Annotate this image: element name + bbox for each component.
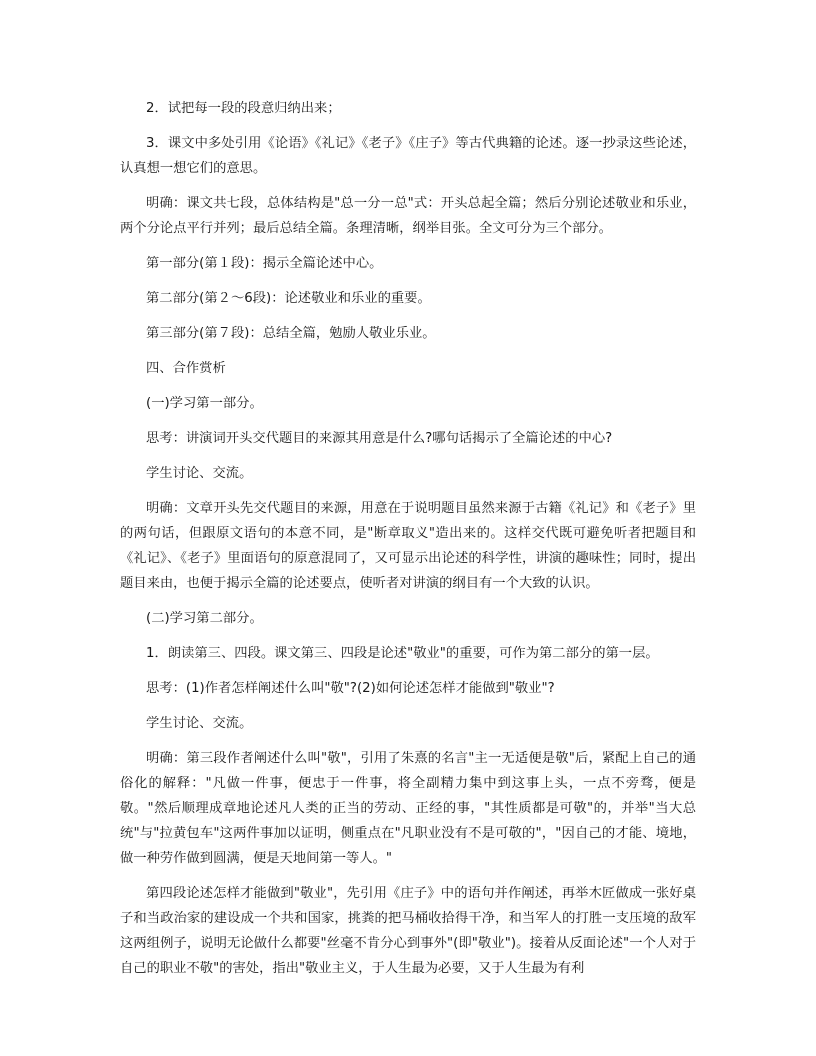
paragraph-answer-respect: 明确：第三段作者阐述什么叫"敬"，引用了朱熹的名言"主一无适便是敬"后，紧配上自己的通俗化的解释："凡做一件事，便忠于一件事，将全副精力集中到这事上头，一点不旁骛，便是敬。"然后顺理成章地论述凡人类的正当的劳动、正经的事，"其性质都是可敬"的，并举"当大总统"与"拉黄包车"这两件事加以证明，侧重点在"凡职业没有不是可敬的"，"因自己的才能、境地，做一种劳作做到圆满，便是天地间第一等人。" [120, 751, 696, 866]
paragraph-discussion-2: 学生讨论、交流。 [146, 716, 253, 731]
paragraph-task-2: 2．试把每一段的段意归纳出来； [146, 101, 341, 116]
paragraph-fourth-section: 第四段论述怎样才能做到"敬业"，先引用《庄子》中的语句并作阐述，再举木匠做成一张好桌子和当政治家的建设成一个共和国家，挑粪的把马桶收拾得干净，和当军人的打胜一支压境的敌军这两组例子，说明无论做什么都要"丝毫不肯分心到事外"(即"敬业")。接着从反面论述"一个人对于自己的职业不敬"的害处，指出"敬业主义，于人生最为必要，又于人生最为有利 [120, 886, 696, 976]
paragraph-part-3: 第三部分(第７段)：总结全篇，勉励人敬业乐业。 [146, 326, 436, 341]
paragraph-question-respect: 思考：(1)作者怎样阐述什么叫"敬"?(2)如何论述怎样才能做到"敬业"? [146, 681, 555, 696]
paragraph-structure-answer: 明确：课文共七段，总体结构是"总一分一总"式：开头总起全篇；然后分别论述敬业和乐业，两个分论点平行并列；最后总结全篇。条理清晰，纲举目张。全文可分为三个部分。 [120, 196, 696, 236]
paragraph-part-2: 第二部分(第２～6段)：论述敬业和乐业的重要。 [146, 291, 431, 306]
section-heading-cooperative-analysis: 四、合作赏析 [146, 361, 226, 376]
paragraph-part-1: 第一部分(第１段)：揭示全篇论述中心。 [146, 256, 383, 271]
subheading-study-part-2: (二)学习第二部分。 [146, 611, 263, 626]
paragraph-task-3: 3．课文中多处引用《论语》《礼记》《老子》《庄子》等古代典籍的论述。逐一抄录这些论述，认真想一想它们的意思。 [120, 136, 696, 176]
paragraph-question-opening: 思考：讲演词开头交代题目的来源其用意是什么?哪句话揭示了全篇论述的中心? [146, 431, 613, 446]
paragraph-read-aloud: 1．朗读第三、四段。课文第三、四段是论述"敬业"的重要，可作为第二部分的第一层。 [146, 646, 659, 661]
paragraph-answer-opening: 明确：文章开头先交代题目的来源，用意在于说明题目虽然来源于古籍《礼记》和《老子》里的两句话，但跟原文语句的本意不同，是"断章取义"造出来的。这样交代既可避免听者把题目和《礼记》、《老子》里面语句的原意混同了，又可显示出论述的科学性，讲演的趣味性；同时，提出题目来由，也便于揭示全篇的论述要点，使听者对讲演的纲目有一个大致的认识。 [120, 501, 696, 591]
paragraph-discussion-1: 学生讨论、交流。 [146, 466, 253, 481]
document-body [120, 96, 696, 991]
subheading-study-part-1: (一)学习第一部分。 [146, 396, 263, 411]
